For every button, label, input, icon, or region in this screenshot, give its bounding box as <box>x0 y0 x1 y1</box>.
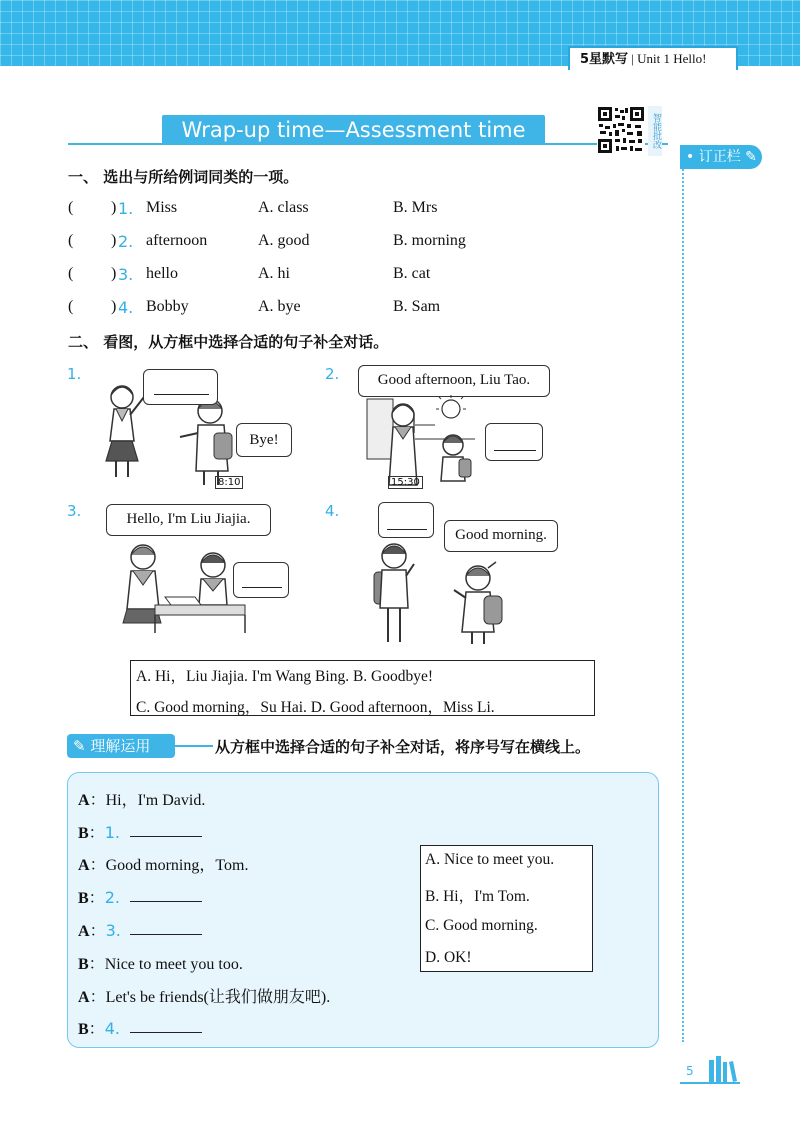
clock-label: 15:30 <box>388 476 423 489</box>
example-word: Miss <box>146 199 178 216</box>
picture-number: 1. <box>67 365 82 383</box>
correction-column-tab <box>680 145 762 169</box>
answer-blank[interactable] <box>130 934 202 935</box>
speech-bubble-blank <box>378 502 434 538</box>
question-row <box>68 265 588 287</box>
answer-blank[interactable] <box>154 394 209 395</box>
option-b: B. morning <box>393 232 466 249</box>
badge-connector <box>175 745 213 747</box>
answer-blank[interactable] <box>494 450 536 451</box>
morning-greeting-illustration <box>368 536 518 646</box>
example-word: hello <box>146 265 178 282</box>
speech-bubble: Good afternoon, Liu Tao. <box>358 365 550 397</box>
clock-label: 8:10 <box>215 476 243 489</box>
option-a: A. good <box>258 232 310 249</box>
answer-blank[interactable] <box>387 529 427 530</box>
option-a: A. bye <box>258 298 301 315</box>
answer-blank[interactable] <box>130 901 202 902</box>
dialog-line: B：2. <box>78 888 120 907</box>
answer-paren-close: ) <box>111 199 117 216</box>
answer-blank[interactable] <box>130 1032 202 1033</box>
answer-paren-open[interactable]: ( <box>68 199 74 216</box>
apply-instruction: 从方框中选择合适的句子补全对话，将序号写在横线上。 <box>215 738 591 756</box>
dialog-line: A：Hi，I'm David. <box>78 792 206 809</box>
speech-bubble-blank <box>143 369 218 405</box>
unit-tab: 5星默写 | Unit 1 Hello! <box>568 46 738 70</box>
page-number: 5 <box>686 1064 694 1078</box>
answer-blank[interactable] <box>242 587 282 588</box>
picture-number: 4. <box>325 502 340 520</box>
speech-bubble: Bye! <box>236 423 292 457</box>
option-b: B. Mrs <box>393 199 438 216</box>
option-a: A. class <box>258 199 309 216</box>
options-box <box>130 660 595 716</box>
example-word: afternoon <box>146 232 208 249</box>
apply-badge <box>67 734 175 758</box>
picture-number: 3. <box>67 502 82 520</box>
answer-blank[interactable] <box>130 836 202 837</box>
speech-bubble-blank <box>233 562 289 598</box>
question-number: 2. <box>118 232 134 251</box>
answer-paren-open[interactable]: ( <box>68 232 74 249</box>
answer-paren-close: ) <box>111 232 117 249</box>
section2-heading: 二、 看图，从方框中选择合适的句子补全对话。 <box>68 333 389 351</box>
speech-bubble: Good morning. <box>444 520 558 552</box>
answer-paren-close: ) <box>111 298 117 315</box>
classroom-introduction-illustration <box>115 535 250 635</box>
option-line: C. Good morning，Su Hai. D. Good afternoon，Miss Li. <box>136 699 495 716</box>
unit-label: Unit 1 Hello! <box>637 51 707 66</box>
speech-bubble-blank <box>485 423 543 461</box>
page-underline <box>680 1082 740 1084</box>
books-icon <box>707 1056 737 1082</box>
title-underline <box>68 143 668 145</box>
edit-icon: ✎ <box>73 737 86 755</box>
dialog-line: B：4. <box>78 1019 120 1038</box>
dialog-line: B：1. <box>78 823 120 842</box>
option-line: A. Hi，Liu Jiajia. I'm Wang Bing. B. Goodbye! <box>136 668 434 685</box>
question-row <box>68 199 588 221</box>
answer-option: D. OK! <box>425 949 472 966</box>
answer-option: B. Hi，I'm Tom. <box>425 888 530 905</box>
option-a: A. hi <box>258 265 290 282</box>
example-word: Bobby <box>146 298 189 315</box>
dialog-line: A：Let's be friends(让我们做朋友吧). <box>78 989 331 1006</box>
dialog-line: A：Good morning，Tom. <box>78 857 249 874</box>
question-number: 1. <box>118 199 134 218</box>
speech-bubble: Hello, I'm Liu Jiajia. <box>106 504 271 536</box>
answer-paren-close: ) <box>111 265 117 282</box>
dialog-line: B：Nice to meet you too. <box>78 956 243 973</box>
question-row <box>68 298 588 320</box>
pencil-icon: ✎ <box>745 149 757 165</box>
correction-label: 订正栏 <box>698 149 741 165</box>
qr-caption: 智能批改 <box>648 106 662 156</box>
option-b: B. cat <box>393 265 431 282</box>
answer-option: A. Nice to meet you. <box>425 851 555 868</box>
section1-heading: 一、 选出与所给例词同类的一项。 <box>68 168 299 186</box>
bullet-icon: • <box>686 149 695 165</box>
answer-options-box <box>420 845 593 972</box>
picture-number: 2. <box>325 365 340 383</box>
question-number: 4. <box>118 298 134 317</box>
qr-code-icon[interactable] <box>597 106 645 154</box>
answer-paren-open[interactable]: ( <box>68 298 74 315</box>
question-number: 3. <box>118 265 134 284</box>
dialog-line: A：3. <box>78 921 121 940</box>
answer-option: C. Good morning. <box>425 917 538 934</box>
option-b: B. Sam <box>393 298 441 315</box>
question-row <box>68 232 588 254</box>
series-label: 5星默写 <box>580 52 629 67</box>
answer-paren-open[interactable]: ( <box>68 265 74 282</box>
apply-label: 理解运用 <box>90 737 151 755</box>
page-title: Wrap-up time—Assessment time <box>162 115 545 145</box>
correction-margin-line <box>682 162 684 1042</box>
